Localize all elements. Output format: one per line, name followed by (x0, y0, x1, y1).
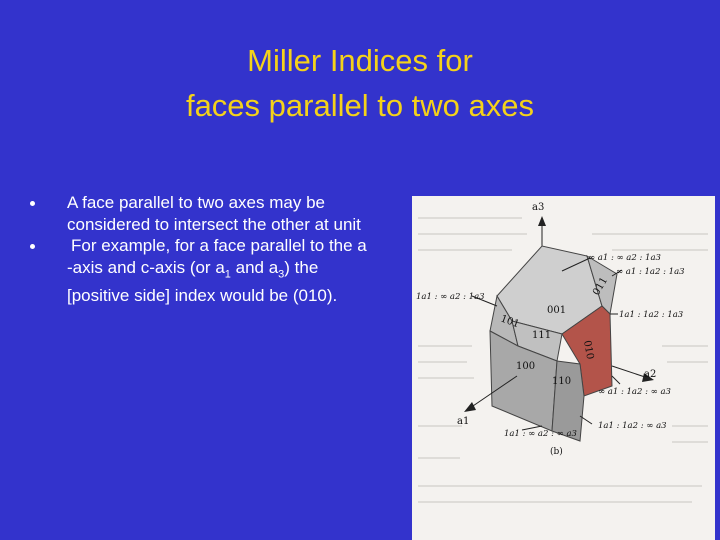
slide-title-line2: faces parallel to two axes (185, 88, 535, 123)
bullet-item (30, 235, 420, 307)
subscript: 3 (278, 267, 285, 280)
bullet-text-line: considered to intersect the other at unit (67, 214, 361, 234)
axis-a3-label: a3 (532, 202, 545, 213)
crystal-figure (412, 196, 715, 540)
intercept-label: ∞ a1 : 1a2 : 1a3 (616, 267, 685, 277)
axis-a2-label: a2 (644, 369, 657, 380)
bullet-item (30, 192, 420, 235)
intercept-label: 1a1 : ∞ a2 : 1a3 (416, 292, 485, 302)
face-label-010: 010 (581, 339, 596, 361)
intercept-label: ∞ a1 : 1a2 : ∞ a3 (598, 387, 671, 397)
figure-caption: (b) (550, 447, 563, 457)
intercept-label: ∞ a1 : ∞ a2 : 1a3 (588, 253, 661, 263)
axis-a1-label: a1 (457, 416, 470, 427)
bullet-list (30, 192, 420, 307)
bullet-dot (30, 244, 35, 249)
face-label-110: 110 (552, 376, 572, 387)
bullet-text-line: For example, for a face parallel to the a (71, 236, 367, 255)
bullet-text-line: [positive side] index would be (010). (67, 286, 338, 306)
text-run: -axis and c-axis (or a (67, 257, 225, 277)
slide-title (0, 38, 720, 128)
bullet-dot (30, 201, 35, 206)
text-run: ) the (284, 257, 319, 277)
intercept-label: 1a1 : 1a2 : ∞ a3 (598, 421, 667, 431)
face-label-100: 100 (516, 361, 536, 372)
crystal-diagram (412, 196, 715, 540)
slide-title-line1: Miller Indices for (247, 43, 473, 78)
intercept-label: 1a1 : 1a2 : 1a3 (619, 310, 684, 320)
face-label-111: 111 (532, 330, 552, 341)
face-label-101: 101 (498, 313, 521, 331)
axis-a2-line (612, 366, 648, 378)
subscript: 1 (224, 267, 231, 280)
axis-a1-arrow (464, 402, 476, 412)
text-run: and a (230, 257, 279, 277)
face-label-001: 001 (547, 305, 567, 316)
axis-a3-arrow (538, 216, 546, 226)
bullet-text-line (67, 257, 319, 280)
intercept-label: 1a1 : ∞ a2 : ∞ a3 (504, 429, 577, 439)
face-label-011: 011 (591, 275, 611, 298)
bullet-text-line: A face parallel to two axes may be (67, 193, 325, 212)
